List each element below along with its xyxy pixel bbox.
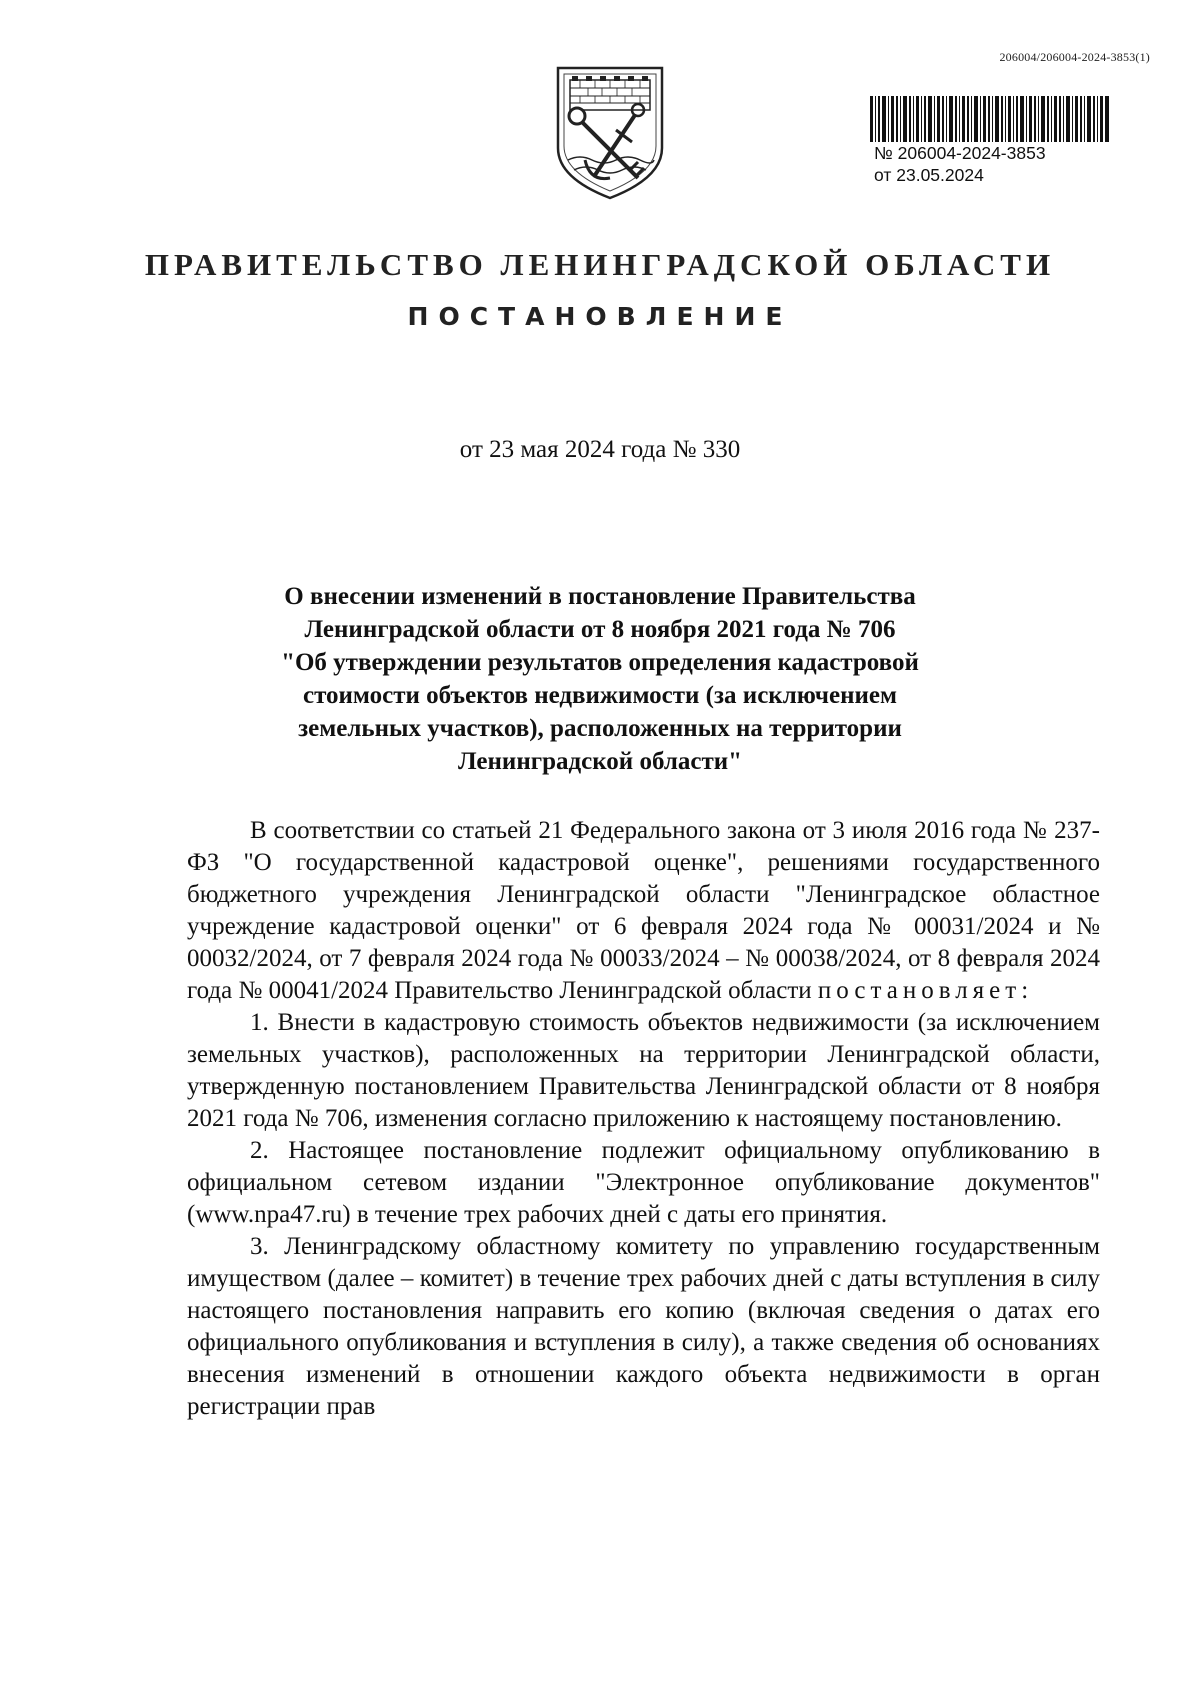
registration-number-value: 206004-2024-3853 bbox=[897, 143, 1046, 163]
resolution-subject bbox=[220, 580, 980, 778]
organization-title: ПРАВИТЕЛЬСТВО ЛЕНИНГРАДСКОЙ ОБЛАСТИ bbox=[144, 247, 1056, 282]
subject-line: О внесении изменений в постановление Правительства bbox=[284, 583, 916, 610]
resolution-date-number: от 23 мая 2024 года № 330 bbox=[459, 436, 741, 463]
preamble-text: В соответствии со статьей 21 Федерального закона от 3 июля 2016 года № 237-ФЗ "О государственной кадастровой оценке", решениями государственного бюджетного учреждения Ленинградской области "Ленинградское областное учреждение кадастровой оценки" от 6 февраля 2024 года № 00031/2024 и № 00032/2024, от 7 февраля 2024 года № 00033/2024 – № 00038/2024, от 8 февраля 2024 года № 00041/2024 Правительство Ленинградской области bbox=[187, 817, 1100, 1004]
registration-date bbox=[874, 164, 1120, 186]
subject-line: земельных участков), расположенных на территории bbox=[298, 715, 902, 742]
preamble-paragraph bbox=[187, 815, 1100, 1007]
subject-line: Ленинградской области" bbox=[457, 748, 743, 775]
registration-number bbox=[874, 142, 1120, 164]
clause-3: 3. Ленинградскому областному комитету по управлению государственным имуществом (далее – комитет) в течение трех рабочих дней с даты вступления в силу настоящего постановления направить его копию (включая сведения о датах его официального опубликования и вступления в силу), а также сведения об основаниях внесения изменений в отношении каждого объекта недвижимости в орган регистрации прав bbox=[187, 1233, 1100, 1420]
subject-line: стоимости объектов недвижимости (за исключением bbox=[302, 682, 898, 709]
clause-1: 1. Внести в кадастровую стоимость объектов недвижимости (за исключением земельных участков), расположенных на территории Ленинградской области, утвержденную постановлением Правительства Ленинградской области от 8 ноября 2021 года № 706, изменения согласно приложению к настоящему постановлению. bbox=[187, 1009, 1100, 1132]
registration-date-prefix: от bbox=[874, 165, 892, 185]
barcode-icon bbox=[860, 96, 1120, 142]
leningrad-oblast-coat-of-arms-icon bbox=[550, 60, 670, 202]
resolves-word: постановляет: bbox=[817, 977, 1034, 1004]
registration-block bbox=[860, 96, 1120, 186]
document-type: ПОСТАНОВЛЕНИЕ bbox=[407, 302, 793, 331]
document-id: 206004/206004-2024-3853(1) bbox=[999, 50, 1150, 64]
registration-date-value: 23.05.2024 bbox=[896, 165, 984, 185]
subject-line: Ленинградской области от 8 ноября 2021 года № 706 bbox=[304, 616, 896, 643]
registration-number-prefix: № bbox=[874, 143, 893, 163]
clause-2: 2. Настоящее постановление подлежит официальному опубликованию в официальном сетевом издании "Электронное опубликование документов" (www.npa47.ru) в течение трех рабочих дней с даты его принятия. bbox=[187, 1137, 1100, 1228]
subject-line: "Об утверждении результатов определения кадастровой bbox=[281, 649, 919, 676]
document-body bbox=[187, 815, 1100, 1423]
